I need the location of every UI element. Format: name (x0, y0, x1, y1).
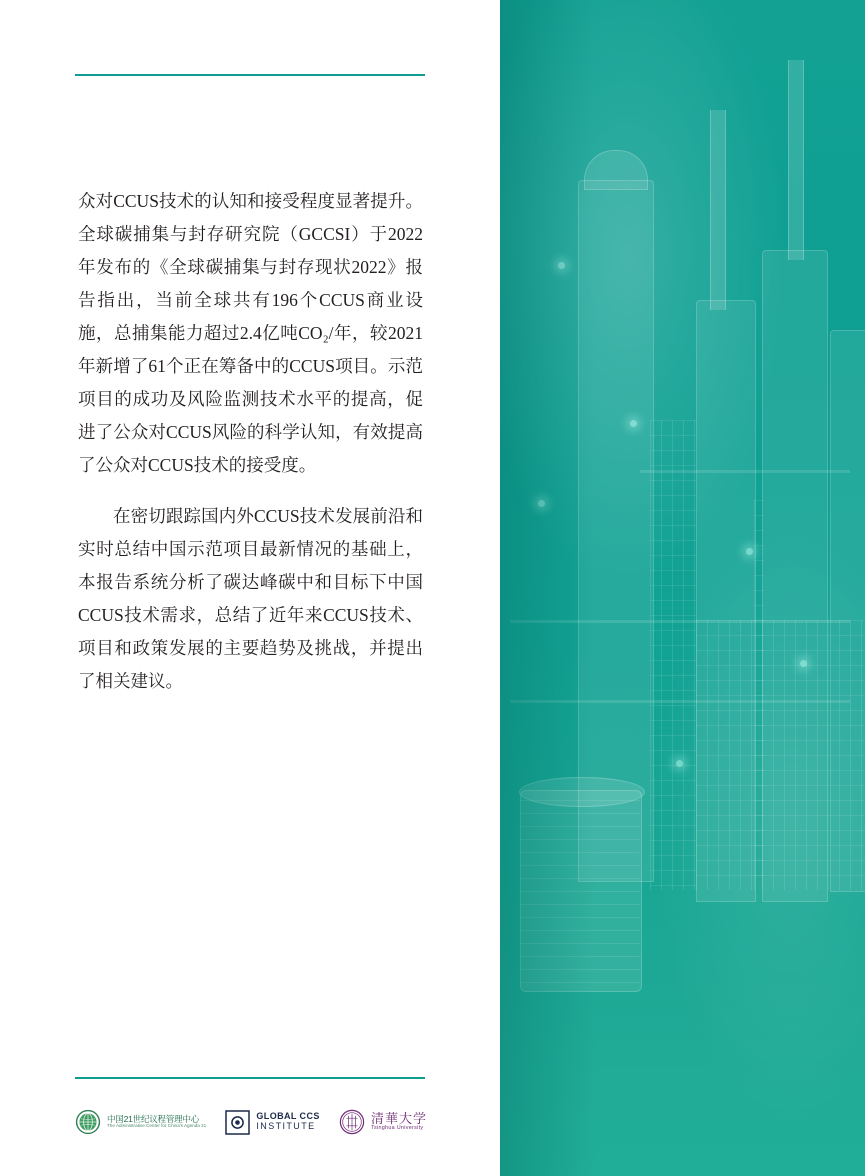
ccs-square-icon (225, 1110, 250, 1135)
china-agenda21-logo-en: The Administrative Center for China's Agenda 21 (107, 1123, 207, 1129)
industrial-plant-photo (500, 0, 865, 1176)
global-ccs-institute-logo-text (256, 1112, 319, 1131)
tsinghua-logo-text (371, 1112, 427, 1132)
tsinghua-seal-icon (339, 1109, 365, 1135)
header-divider-rule (75, 74, 425, 76)
footer-divider-rule (75, 1077, 425, 1079)
gccsi-logo-line2: INSTITUTE (256, 1121, 316, 1131)
tsinghua-university-logo (339, 1109, 427, 1135)
page-body-text (78, 185, 423, 716)
paragraph-2: 在密切跟踪国内外CCUS技术发展前沿和实时总结中国示范项目最新情况的基础上，本报告系统分析了碳达峰碳中和目标下中国CCUS技术需求，总结了近年来CCUS技术、项目和政策发展的主要趋势及挑战，并提出了相关建议。 (78, 506, 423, 691)
china-agenda21-logo-text (107, 1115, 206, 1129)
tsinghua-logo-en: Tsinghua University (370, 1125, 424, 1132)
globe-icon (75, 1109, 101, 1135)
tsinghua-logo-cn: 清華大学 (370, 1111, 427, 1127)
photo-teal-tint-overlay (500, 0, 865, 1176)
china-agenda21-logo (75, 1109, 206, 1135)
paragraph-1: 众对CCUS技术的认知和接受程度显著提升。全球碳捕集与封存研究院（GCCSI）于2022年发布的《全球碳捕集与封存现状2022》报告指出，当前全球共有196个CCUS商业设施，总捕集能力超过2.4亿吨CO₂/年，较2021年新增了61个正在筹备中的CCUS项目。示范项目的成功及风险监测技术水平的提高，促进了公众对CCUS风险的科学认知，有效提高了公众对CCUS技术的接受度。 (78, 191, 423, 475)
global-ccs-institute-logo (225, 1110, 319, 1135)
china-agenda21-logo-cn: 中国21世纪议程管理中心 (107, 1113, 200, 1124)
footer-logo-bar (75, 1098, 427, 1146)
gccsi-logo-line1: GLOBAL CCS (256, 1111, 320, 1122)
